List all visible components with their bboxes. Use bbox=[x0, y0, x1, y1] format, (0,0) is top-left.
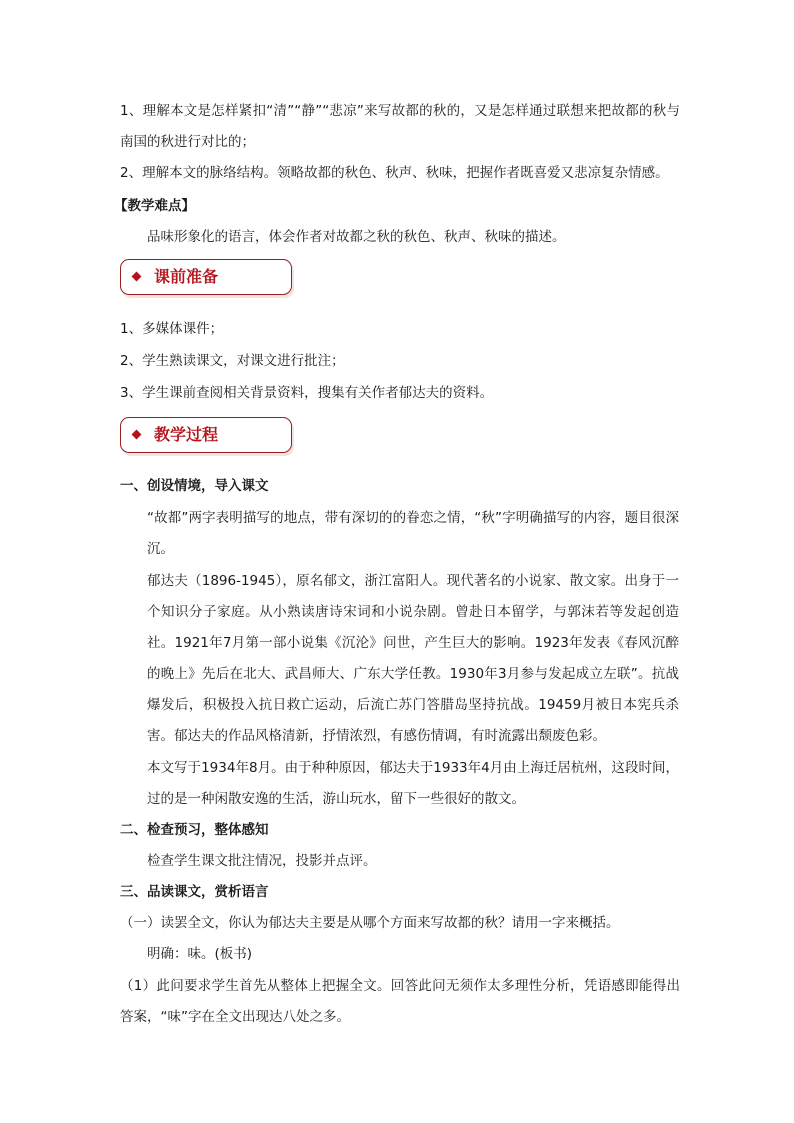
difficulty-heading: 【教学难点】 bbox=[114, 198, 195, 214]
section-3-answer-1: 明确：味。(板书) bbox=[147, 946, 253, 962]
section-3-heading: 三、品读课文，赏析语言 bbox=[120, 884, 269, 900]
section-2-para-1: 检查学生课文批注情况，投影并点评。 bbox=[147, 853, 377, 869]
diamond-icon bbox=[132, 430, 142, 440]
section-title-prep: 课前准备 bbox=[154, 267, 219, 286]
prep-item-3: 3、学生课前查阅相关背景资料，搜集有关作者郁达夫的资料。 bbox=[120, 385, 494, 401]
section-1-para-1: “故都”两字表明描写的地点，带有深切的的眷恋之情，“秋”字明确描写的内容，题目很深沉。 bbox=[147, 510, 679, 557]
section-1-para-2: 郁达夫（1896-1945），原名郁文，浙江富阳人。现代著名的小说家、散文家。出身于一个知识分子家庭。从小熟读唐诗宋词和小说杂剧。曾赴日本留学，与郭沫若等发起创造社。1921年7月第一部小说集《沉沦》问世，产生巨大的影响。1923年发表《春风沉醉的晚上》先后在北大、武昌师大、广东大学任教。1930年3月参与发起成立左联”。抗战爆发后，积极投入抗日救亡运动，后流亡苏门答腊岛坚持抗战。19459月被日本宪兵杀害。郁达夫的作品风格清新，抒情浓烈，有感伤情调，有时流露出颓废色彩。 bbox=[147, 573, 679, 744]
section-1-para-3: 本文写于1934年8月。由于种种原因，郁达夫于1933年4月由上海迁居杭州，这段时间，过的是一种闲散安逸的生活，游山玩水，留下一些很好的散文。 bbox=[147, 760, 679, 807]
difficulty-text: 品味形象化的语言，体会作者对故都之秋的秋色、秋声、秋味的描述。 bbox=[147, 229, 566, 245]
diamond-icon bbox=[132, 272, 142, 282]
section-header-process bbox=[120, 417, 292, 453]
section-2-heading: 二、检查预习，整体感知 bbox=[120, 822, 269, 838]
objective-item-1: 1、理解本文是怎样紧扣“清”“静”“悲凉”来写故都的秋的，又是怎样通过联想来把故都的秋与南国的秋进行对比的； bbox=[120, 103, 680, 150]
section-1-heading: 一、创设情境，导入课文 bbox=[120, 478, 269, 494]
section-3-note-1: （1）此问要求学生首先从整体上把握全文。回答此问无须作太多理性分析，凭语感即能得出答案，“味”字在全文出现达八处之多。 bbox=[120, 978, 680, 1025]
prep-item-1: 1、多媒体课件； bbox=[120, 321, 224, 337]
prep-item-2: 2、学生熟读课文，对课文进行批注； bbox=[120, 353, 345, 369]
section-title-process: 教学过程 bbox=[154, 425, 219, 444]
objective-item-2: 2、理解本文的脉络结构。领略故都的秋色、秋声、秋味，把握作者既喜爱又悲凉复杂情感。 bbox=[120, 165, 669, 181]
section-3-question-1: （一）读罢全文，你认为郁达夫主要是从哪个方面来写故都的秋？请用一字来概括。 bbox=[120, 915, 620, 931]
section-header-prep bbox=[120, 259, 292, 295]
